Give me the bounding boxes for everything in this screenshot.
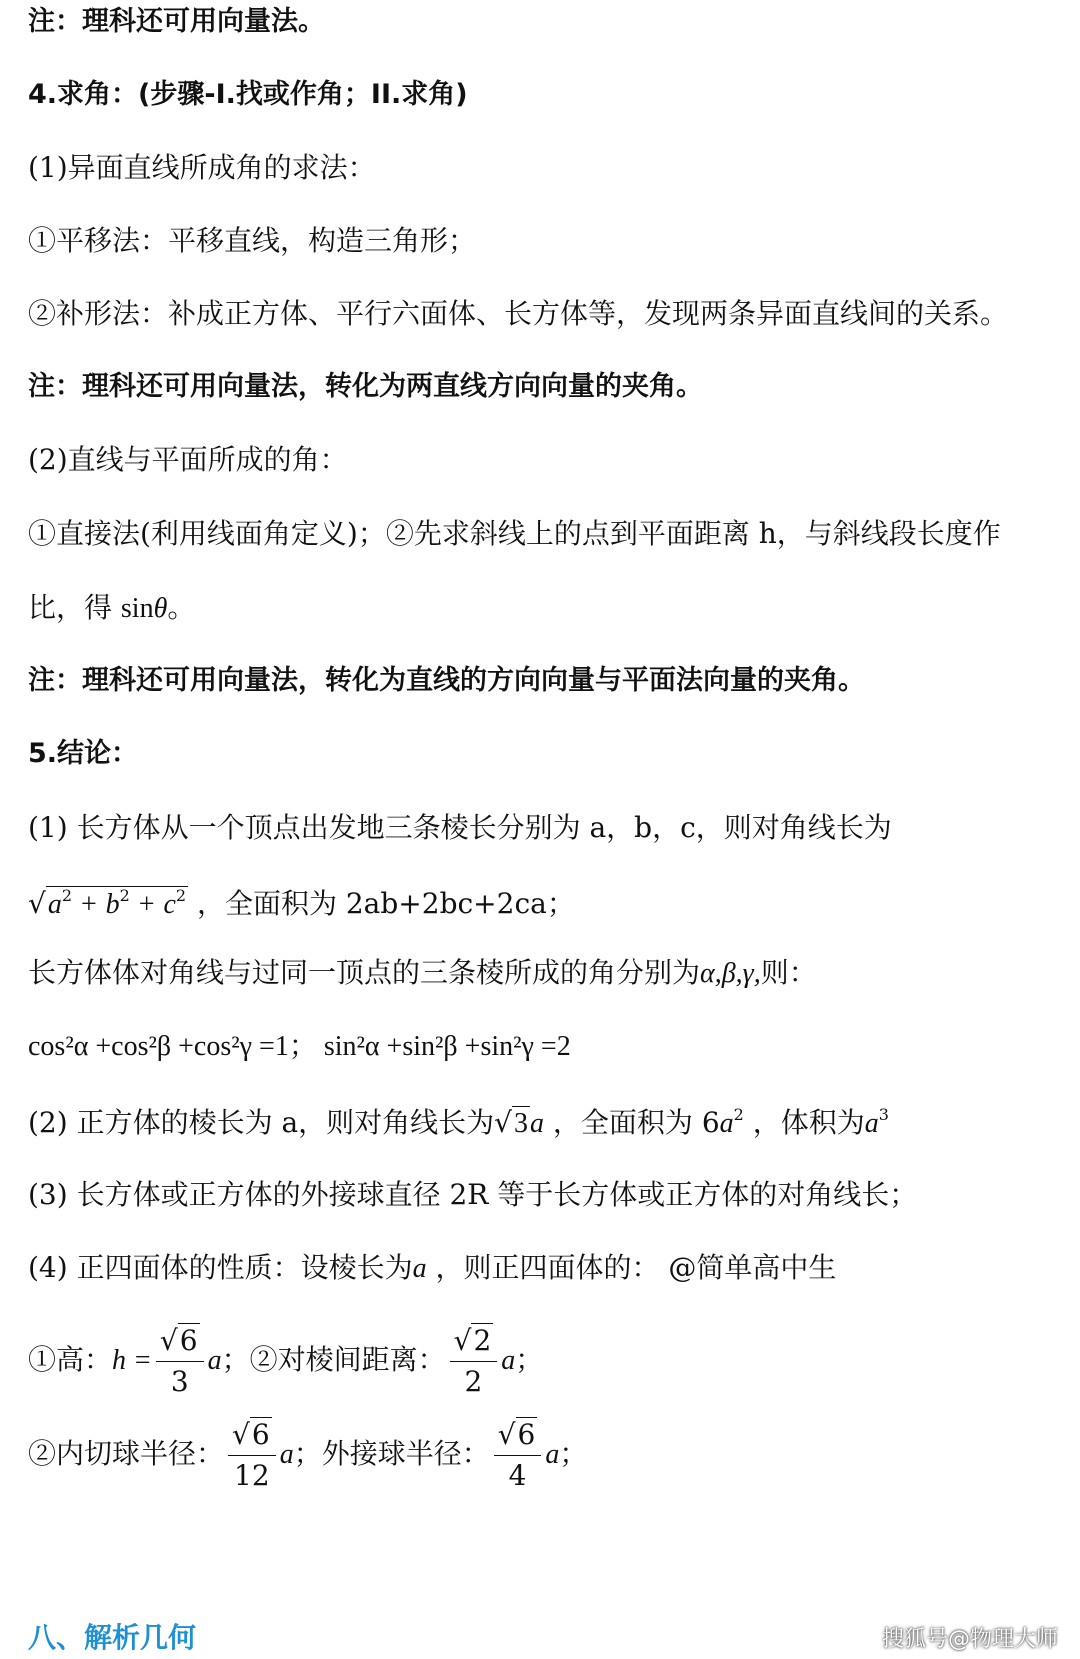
section-title-analytic-geometry: 八、解析几何 [28,1621,197,1654]
watermark: 搜狐号@物理大师 [881,1627,1058,1652]
note-normal-vector: 注：理科还可用向量法，转化为直线的方向向量与平面法向量的夹角。 [28,665,865,696]
text-diagonal-angles: 长方体体对角线与过同一顶点的三条棱所成的角分别为α,β,γ,则： [28,956,817,989]
text-tetrahedron-properties: (4) 正四面体的性质：设棱长为a ，则正四面体的： @简单高中生 [28,1251,837,1284]
fraction-height: $\frac{√6}{3}$ [156,1321,204,1402]
heading-conclusions: 5.结论： [28,738,139,769]
text-sin-theta: 比，得 sinθ。 [28,591,196,624]
sqrt-expression: $√a^2 + b^2 + c^2$ [28,886,187,920]
note-vector-method: 注：理科还可用向量法。 [28,6,325,37]
text-cube-properties: (2) 正方体的棱长为 a，则对角线长为√3a ，全面积为 $6a^2$ ，体积为$a^3$ [28,1105,889,1139]
text-translation-method: ①平移法：平移直线，构造三角形； [28,224,477,257]
text-circumscribed-sphere: (3) 长方体或正方体的外接球直径 2R 等于长方体或正方体的对角线长； [28,1178,918,1211]
text-complement-method: ②补形法：补成正方体、平行六面体、长方体等，发现两条异面直线间的关系。 [28,297,1009,330]
text-cuboid-edges: (1) 长方体从一个顶点出发地三条棱长分别为 a，b，c，则对角线长为 [28,811,892,844]
fraction-circumradius: $\frac{√6}{4}$ [494,1415,542,1496]
formula-height-distance: ①高：h = $\frac{√6}{3}$ a；②对棱间距离： $\frac{√2}{2}$ a； [28,1320,543,1402]
note-direction-vectors: 注：理科还可用向量法，转化为两直线方向向量的夹角。 [28,371,703,402]
formula-cos-sin-identities: cos²α +cos²β +cos²γ =1； sin²α +sin²β +sin²γ =2 [28,1031,571,1062]
text-direct-method: ①直接法(利用线面角定义)；②先求斜线上的点到平面距离 h，与斜线段长度作 [28,517,1001,550]
formula-diagonal-area: $√a^2 + b^2 + c^2$ ，全面积为 2ab+2bc+2ca； [28,884,575,924]
heading-find-angle: 4.求角：(步骤-I.找或作角；II.求角) [28,79,468,110]
text-line-plane-angle: (2)直线与平面所成的角： [28,443,348,476]
fraction-edge-distance: $\frac{√2}{2}$ [450,1321,498,1402]
formula-sphere-radii: ②内切球半径： $\frac{√6}{12}$ a；外接球半径： $\frac{√6}{4}$ a； [28,1414,587,1496]
text-skew-lines-angle: (1)异面直线所成角的求法： [28,151,376,184]
fraction-inradius: $\frac{√6}{12}$ [228,1415,276,1496]
